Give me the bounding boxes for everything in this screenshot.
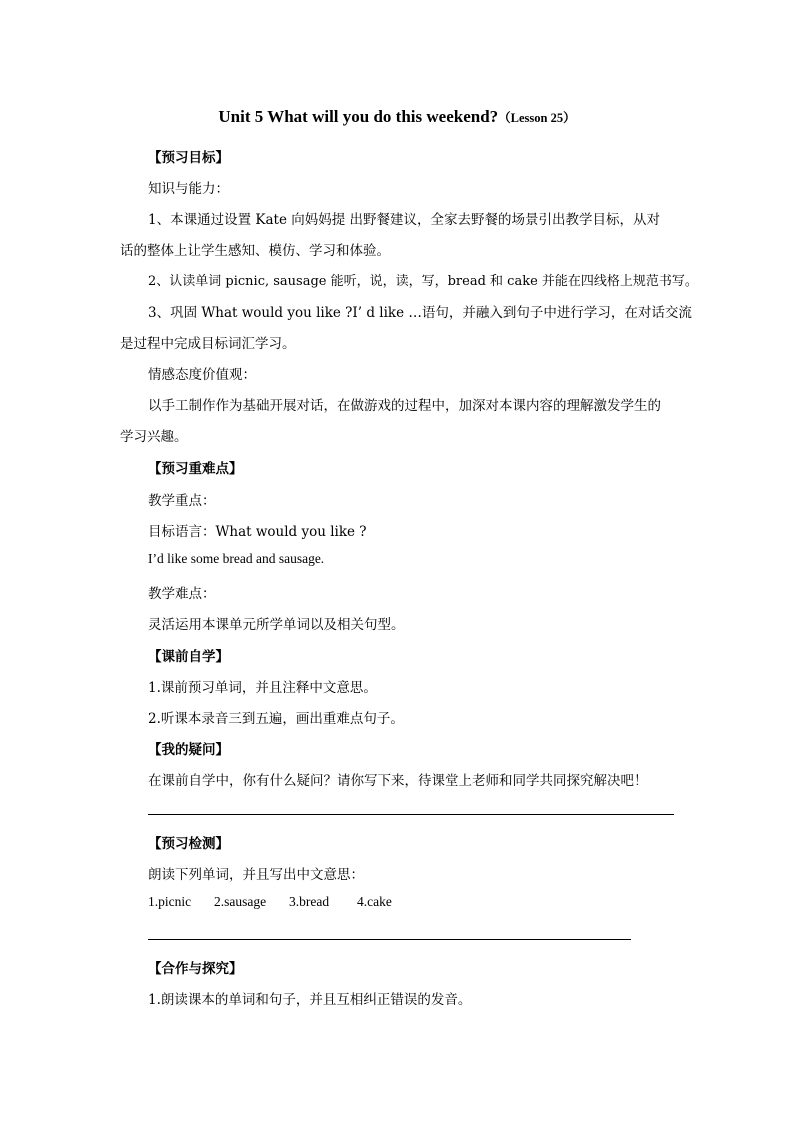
difficulty-text: 灵活运用本课单元所学单词以及相关句型。	[148, 617, 405, 633]
word-3: 3.bread	[289, 894, 330, 909]
word-4: 4.cake	[357, 894, 392, 909]
goal-item-2: 2、认读单词 picnic, sausage 能听，说，读，写，bread 和 cake 并能在四线格上规范书写。	[148, 274, 698, 289]
self-study-heading: 【课前自学】	[148, 649, 229, 665]
goal-item-3-line-2: 是过程中完成目标词汇学习。	[120, 336, 296, 352]
questions-prompt: 在课前自学中，你有什么疑问？请你写下来，待课堂上老师和同学共同探究解决吧！	[148, 773, 648, 789]
emotion-line-2: 学习兴趣。	[120, 429, 188, 445]
goal-item-1-line-1: 1、本课通过设置 Kate 向妈妈提 出野餐建议，全家去野餐的场景引出教学目标，从对	[148, 212, 661, 228]
difficulty-label: 教学难点：	[148, 586, 216, 602]
key-points-heading: 【预习重难点】	[148, 461, 243, 477]
emotion-line-1: 以手工制作作为基础开展对话，在做游戏的过程中，加深对本课内容的理解激发学生的	[148, 398, 661, 414]
word-1: 1.picnic	[148, 894, 192, 909]
self-study-item-2: 2.听课本录音三到五遍，画出重难点句子。	[148, 711, 404, 727]
word-2: 2.sausage	[214, 894, 267, 909]
answer-line	[148, 814, 674, 815]
focus-label: 教学重点：	[148, 493, 216, 509]
knowledge-label: 知识与能力：	[148, 181, 229, 197]
document-title	[0, 107, 794, 127]
emotion-label: 情感态度价值观：	[148, 367, 256, 383]
check-heading: 【预习检测】	[148, 836, 229, 852]
title-lesson: （Lesson 25）	[498, 111, 576, 125]
example-sentence: I’d like some bread and sausage.	[148, 551, 325, 566]
answer-line-2	[148, 939, 631, 940]
goal-item-3-line-1: 3、巩固 What would you like ?I’ d like …语句，并融入到句子中进行学习，在对话交流	[148, 305, 692, 321]
title-main: Unit 5 What will you do this weekend?	[218, 107, 499, 126]
preview-goals-heading: 【预习目标】	[148, 150, 229, 166]
questions-heading: 【我的疑问】	[148, 742, 229, 758]
self-study-item-1: 1.课前预习单词，并且注释中文意思。	[148, 680, 377, 696]
target-language: 目标语言：What would you like ?	[148, 524, 367, 540]
cooperation-item-1: 1.朗读课本的单词和句子，并且互相纠正错误的发音。	[148, 992, 472, 1008]
cooperation-heading: 【合作与探究】	[148, 961, 243, 977]
goal-item-1-line-2: 话的整体上让学生感知、模仿、学习和体验。	[120, 243, 390, 259]
check-instruction: 朗读下列单词，并且写出中文意思：	[148, 867, 364, 883]
